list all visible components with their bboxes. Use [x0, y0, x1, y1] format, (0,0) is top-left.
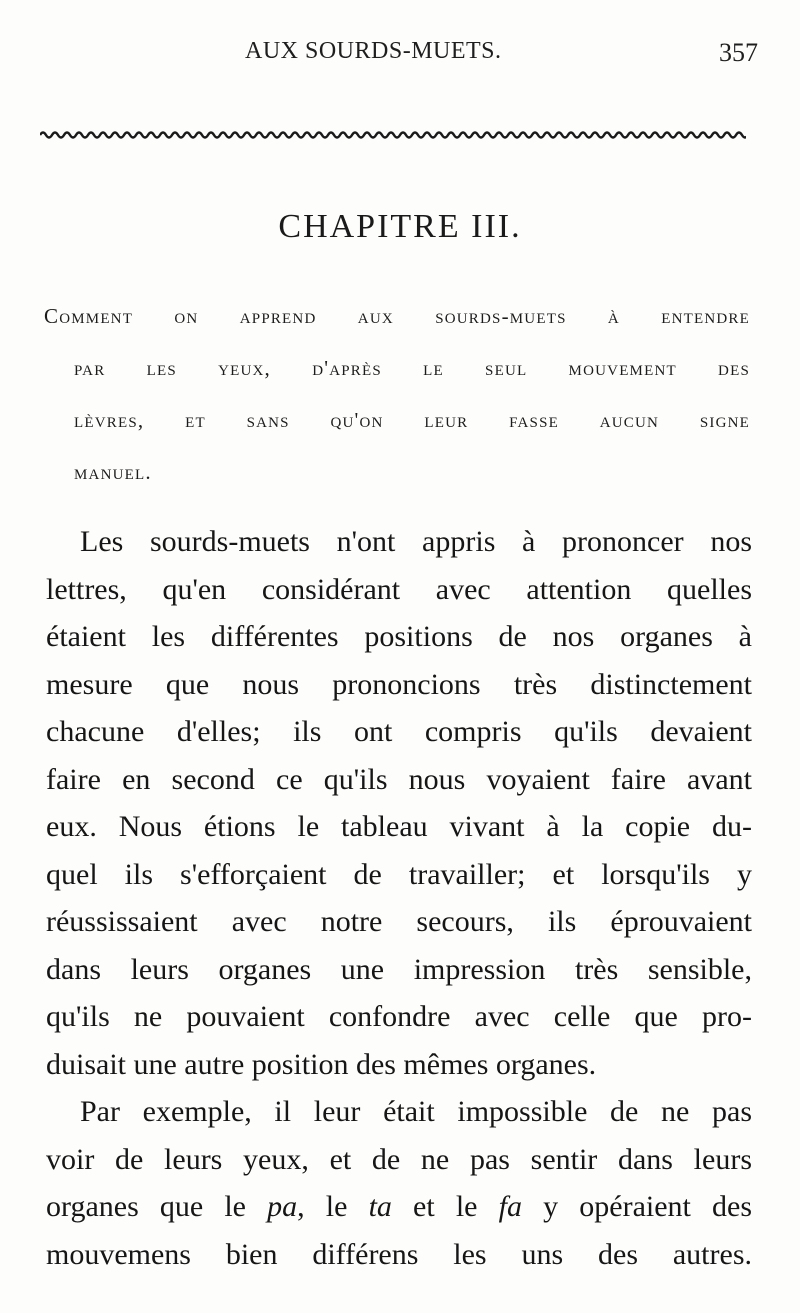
text-line: voir de leurs yeux, et de ne pas sentir dans leurs [46, 1142, 752, 1176]
text-line: étaient les différentes positions de nos organes à [46, 620, 752, 653]
text-line: lettres, qu'en considérant avec attention quelles [46, 572, 752, 606]
running-head [0, 38, 800, 78]
italic-syllable-pa: pa [267, 1190, 298, 1223]
text-line: Les sourds-muets n'ont appris à prononcer nos [80, 525, 752, 558]
summary-line: lèvres, et sans qu'on leur fasse aucun signe [74, 408, 750, 432]
text-line: duisait une autre position des mêmes organes. [46, 1047, 597, 1081]
text-run: organes que le [46, 1190, 268, 1223]
text-line-with-italics [46, 1183, 752, 1231]
text-line: faire en second ce qu'ils nous voyaient faire avant [46, 762, 752, 796]
summary-line: manuel. [74, 460, 152, 484]
text-line: mouvemens bien différens les uns des autres. [46, 1237, 752, 1271]
text-line: chacune d'elles; ils ont compris qu'ils devaient [46, 715, 752, 748]
text-run: et le [391, 1190, 499, 1223]
text-line: Par exemple, il leur était impossible de ne pas [80, 1095, 752, 1128]
chapter-heading: CHAPITRE III. [278, 208, 522, 245]
wavy-rule [40, 128, 746, 142]
text-line: réussissaient avec notre secours, ils éprouvaient [46, 905, 752, 938]
body-text [46, 518, 752, 1278]
page-number: 357 [719, 38, 758, 67]
summary-line: Comment on apprend aux sourds-muets à entendre [44, 304, 750, 328]
text-line: qu'ils ne pouvaient confondre avec celle que pro- [46, 1000, 752, 1033]
summary-line: par les yeux, d'après le seul mouvement des [74, 356, 750, 380]
text-run: , le [297, 1190, 369, 1223]
chapter-summary [44, 290, 750, 498]
running-title: AUX SOURDS-MUETS. [245, 38, 502, 64]
italic-syllable-ta: ta [368, 1190, 392, 1223]
text-line: dans leurs organes une impression très sensible, [46, 952, 752, 986]
text-line: quel ils s'efforçaient de travailler; et lorsqu'ils y [46, 857, 752, 891]
italic-syllable-fa: fa [498, 1190, 522, 1223]
text-line: eux. Nous étions le tableau vivant à la copie du- [46, 810, 752, 843]
text-run: y opéraient des [521, 1190, 752, 1223]
text-line: mesure que nous prononcions très distinctement [46, 667, 752, 701]
